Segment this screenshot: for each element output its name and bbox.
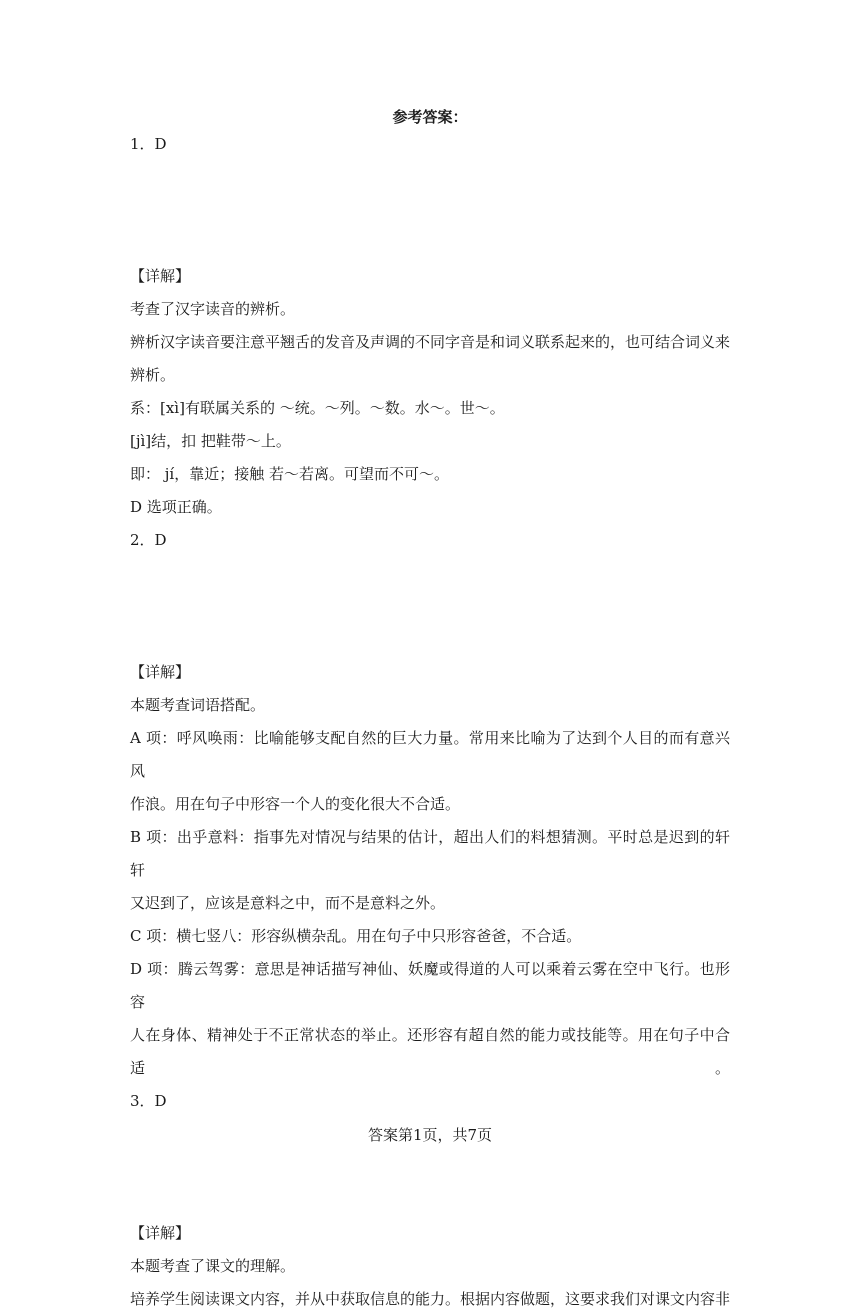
explanation-line: 培养学生阅读课文内容，并从中获取信息的能力。根据内容做题，这要求我们对课文内容非 [130, 1290, 731, 1308]
answer-2: 2．D [130, 531, 167, 549]
spacer [130, 557, 730, 656]
answer-1: 1．D [130, 135, 167, 153]
page-title: 参考答案： [392, 108, 468, 126]
explanation-heading-1: 【详解】 [130, 267, 191, 285]
page-footer: 答案第1页，共7页 [367, 1126, 493, 1144]
explanation-line: 人在身体、精神处于不正常状态的举止。还形容有超自然的能力或技能等。用在句子中合适。 [130, 1026, 730, 1077]
explanation-line: 又迟到了，应该是意料之中，而不是意料之外。 [130, 894, 446, 912]
explanation-line: 作浪。用在句子中形容一个人的变化很大不合适。 [130, 795, 461, 813]
answer-3: 3．D [130, 1092, 167, 1110]
explanation-line: 即： jí，靠近；接触 若～若离。可望而不可～。 [130, 465, 449, 483]
explanation-line: 系：[xì]有联属关系的 ～统。～列。～数。水～。世～。 [130, 399, 505, 417]
explanation-line: 本题考查词语搭配。 [130, 696, 266, 714]
explanation-line: D 项：腾云驾雾：意思是神话描写神仙、妖魔或得道的人可以乘着云雾在空中飞行。也形容 [130, 960, 730, 1011]
explanation-line: 本题考查了课文的理解。 [130, 1257, 296, 1275]
explanation-line: 考查了汉字读音的辨析。 [130, 300, 296, 318]
explanation-line: C 项：横七竖八：形容纵横杂乱。用在句子中只形容爸爸，不合适。 [130, 927, 582, 945]
explanation-heading-3: 【详解】 [130, 1224, 191, 1242]
explanation-line: A 项：呼风唤雨：比喻能够支配自然的巨大力量。常用来比喻为了达到个人目的而有意兴风 [130, 729, 730, 780]
explanation-heading-2: 【详解】 [130, 663, 191, 681]
explanation-line: B 项：出乎意料：指事先对情况与结果的估计，超出人们的料想猜测。平时总是迟到的轩轩 [130, 828, 730, 879]
explanation-line: 辨析汉字读音要注意平翘舌的发音及声调的不同字音是和词义联系起来的，也可结合词义来 [130, 333, 731, 351]
explanation-line: D 选项正确。 [130, 498, 222, 516]
explanation-line: [jì]结，扣 把鞋带～上。 [130, 432, 291, 450]
explanation-line: 辨析。 [130, 366, 176, 384]
spacer [130, 161, 730, 260]
